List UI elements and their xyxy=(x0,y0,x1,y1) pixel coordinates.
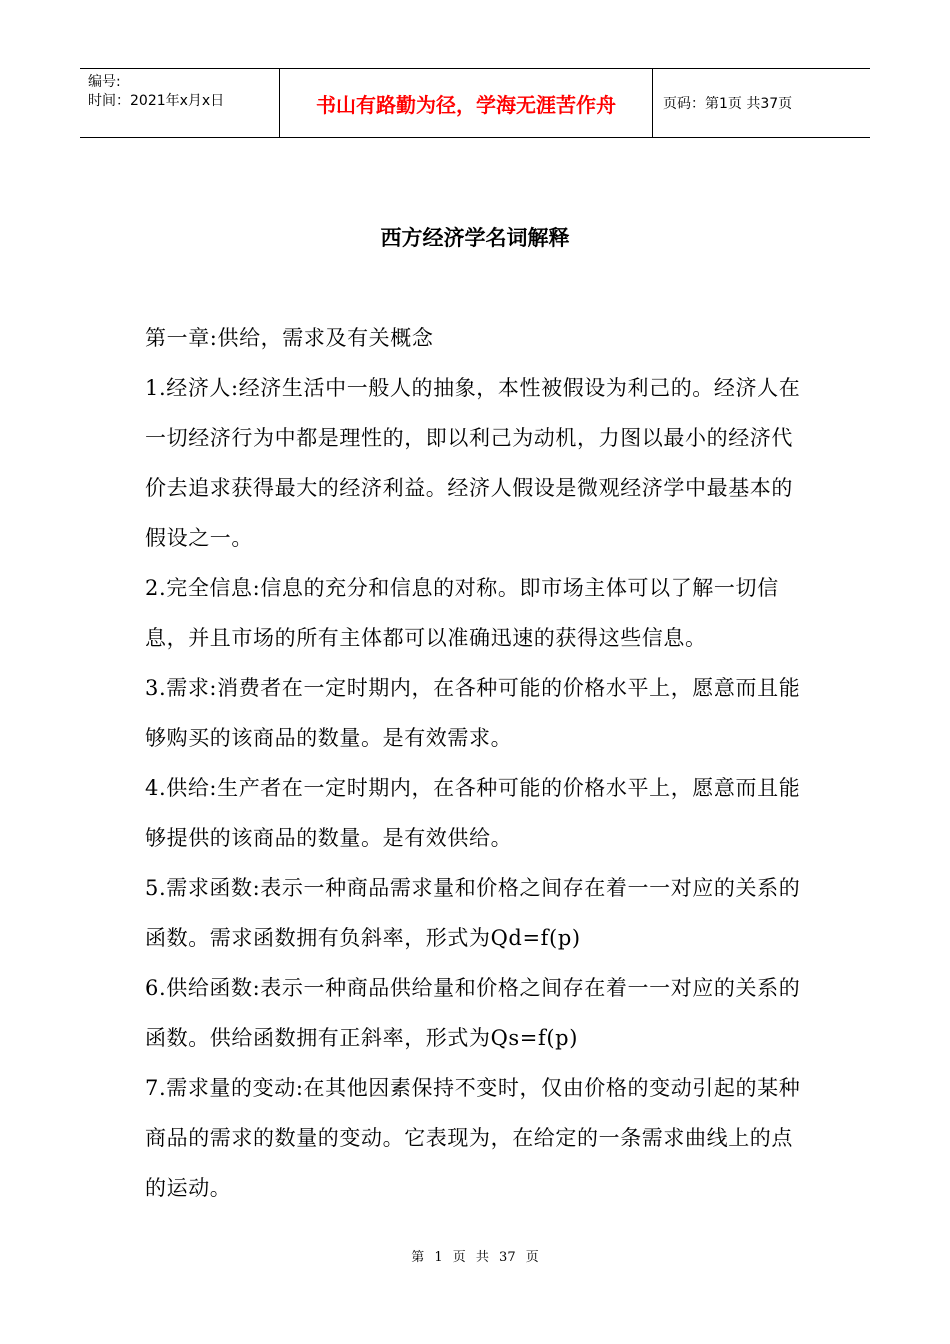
time-label: 时间：2021年x月x日 xyxy=(88,93,225,109)
document-body xyxy=(145,313,810,1213)
paragraph: 7.需求量的变动:在其他因素保持不变时，仅由价格的变动引起的某种商品的需求的数量的变动。它表现为，在给定的一条需求曲线上的点的运动。 xyxy=(145,1076,801,1200)
header-meta xyxy=(80,69,280,137)
document-title: 西方经济学名词解释 xyxy=(380,226,570,250)
paragraph: 1.经济人:经济生活中一般人的抽象，本性被假设为利己的。经济人在一切经济行为中都是理性的，即以利己为动机，力图以最小的经济代价去追求获得最大的经济利益。经济人假设是微观经济学中最基本的假设之一。 xyxy=(145,376,801,550)
header-motto: 书山有路勤为径，学海无涯苦作舟 xyxy=(280,69,653,137)
chapter-heading: 第一章:供给，需求及有关概念 xyxy=(145,326,434,350)
header-page-info: 页码：第1页 共37页 xyxy=(663,96,793,112)
page-footer: 第 1 页 共 37 页 xyxy=(411,1250,539,1265)
paragraph: 6.供给函数:表示一种商品供给量和价格之间存在着一一对应的关系的函数。供给函数拥有正斜率，形式为Qs=f(p) xyxy=(145,976,801,1050)
paragraph: 5.需求函数:表示一种商品需求量和价格之间存在着一一对应的关系的函数。需求函数拥有负斜率，形式为Qd=f(p) xyxy=(145,876,801,950)
paragraph: 2.完全信息:信息的充分和信息的对称。即市场主体可以了解一切信息，并且市场的所有主体都可以准确迅速的获得这些信息。 xyxy=(145,576,779,650)
paragraph: 4.供给:生产者在一定时期内，在各种可能的价格水平上，愿意而且能够提供的该商品的数量。是有效供给。 xyxy=(145,776,801,850)
page-header xyxy=(80,68,870,138)
number-label: 编号: xyxy=(88,74,121,90)
paragraph: 3.需求:消费者在一定时期内，在各种可能的价格水平上，愿意而且能够购买的该商品的数量。是有效需求。 xyxy=(145,676,801,750)
